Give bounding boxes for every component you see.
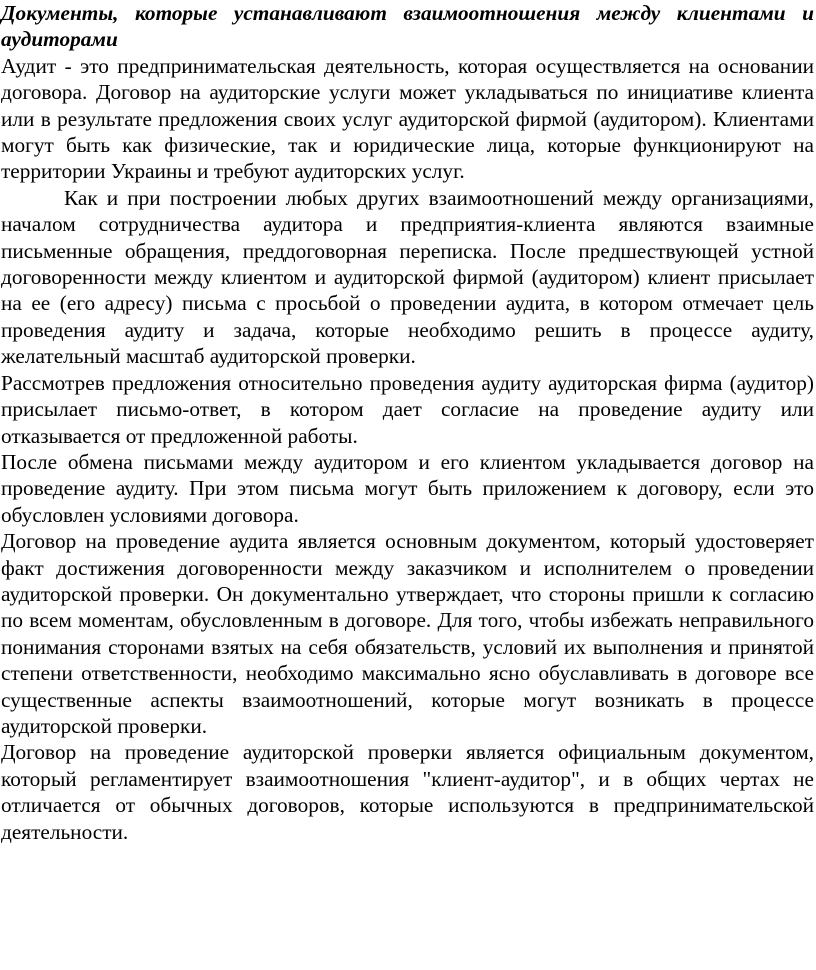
paragraph-contract-main-document: Договор на проведение аудита является основным документом, который удостоверяет факт достижения договоренности между заказчиком и исполнителем о проведении аудиторской проверки. Он документально утверждает, что стороны пришли к согласию по всем моментам, обусловленным в договоре. Для того, чтобы избежать неправильного понимания сторонами взятых на себя обязательств, условий их выполнения и принятой степени ответственности, необходимо максимально ясно обуславливать в договоре все существенные аспекты взаимоотношений, которые могут возникать в процессе аудиторской проверки. xyxy=(1,529,814,738)
paragraph-correspondence: Как и при построении любых других взаимоотношений между организациями, началом сотрудничества аудитора и предприятия-клиента являются взаимные письменные обращения, преддоговорная переписка. После предшествующей устной договоренности между клиентом и аудиторской фирмой (аудитором) клиент присылает на ее (его адресу) письма с просьбой о проведении аудита, в котором отмечает цель проведения аудиту и задача, которые необходимо решить в процессе аудиту, желательный масштаб аудиторской проверки. xyxy=(1,185,814,369)
paragraph-reply-letter: Рассмотрев предложения относительно проведения аудиту аудиторская фирма (аудитор) присылает письмо-ответ, в котором дает согласие на проведение аудиту или отказывается от предложенной работы. xyxy=(1,370,814,448)
paragraph-contract-conclusion: После обмена письмами между аудитором и его клиентом укладывается договор на проведение аудиту. При этом письма могут быть приложением к договору, если это обусловлен условиями договора. xyxy=(1,449,814,527)
paragraph-contract-official: Договор на проведение аудиторской проверки является официальным документом, который регламентирует взаимоотношения "клиент-аудитор", и в общих чертах не отличается от обычных договоров, которые используются в предпринимательской деятельности. xyxy=(1,740,814,844)
paragraph-audit-definition: Аудит - это предпринимательская деятельность, которая осуществляется на основании договора. Договор на аудиторские услуги может укладываться по инициативе клиента или в результате предложения своих услуг аудиторской фирмой (аудитором). Клиентами могут быть как физические, так и юридические лица, которые функционируют на территории Украины и требуют аудиторских услуг. xyxy=(1,53,814,184)
document-title: Документы, которые устанавливают взаимоотношения между клиентами и аудиторами xyxy=(1,1,814,52)
